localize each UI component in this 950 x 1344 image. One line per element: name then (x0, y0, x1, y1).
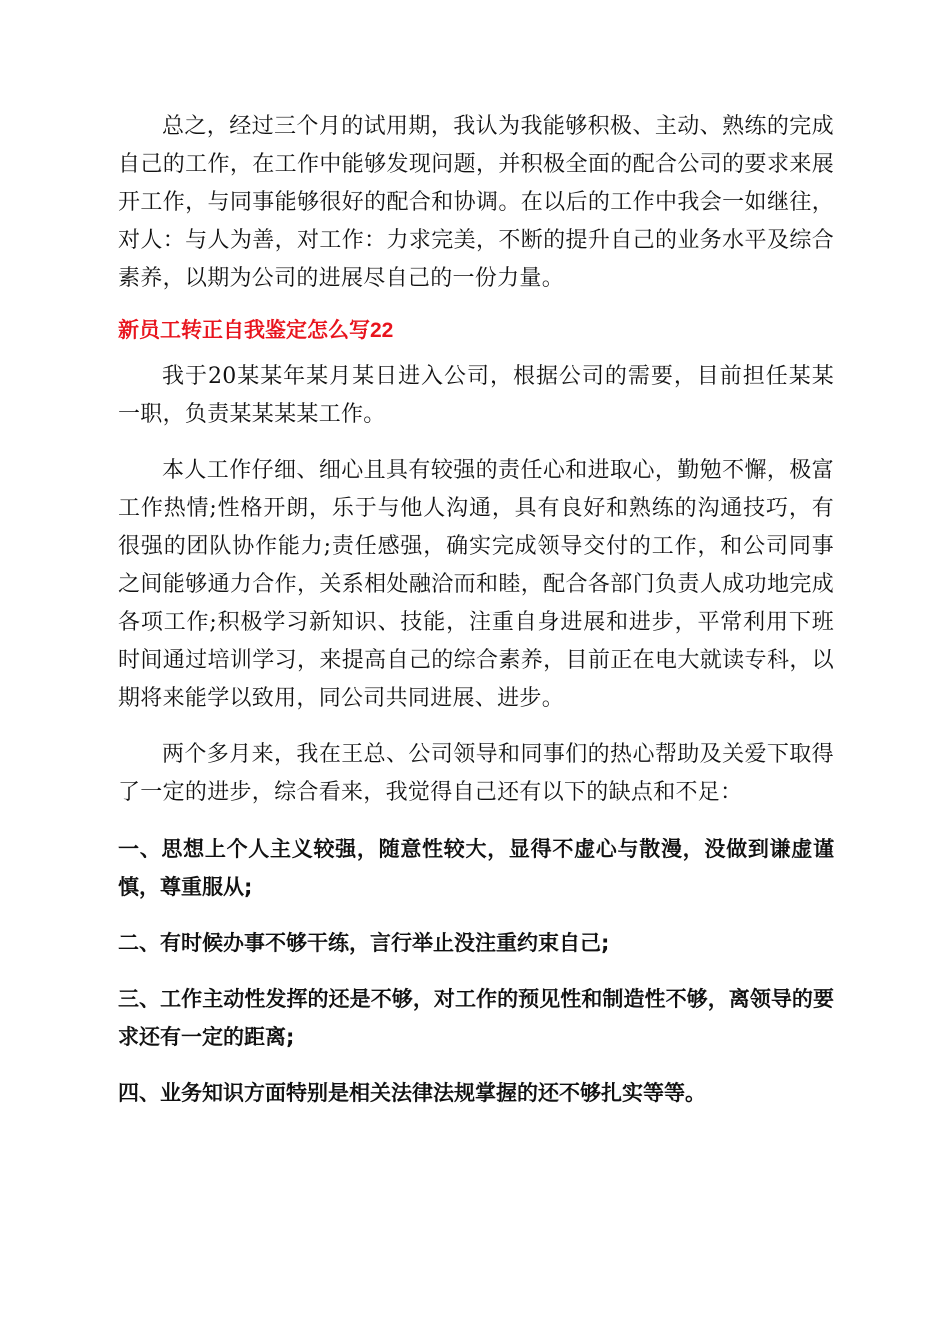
paragraph-strengths: 本人工作仔细、细心且具有较强的责任心和进取心，勤勉不懈，极富工作热情;性格开朗，乐于与他人沟通，具有良好和熟练的沟通技巧，有很强的团队协作能力;责任感强，确实完成领导交付的工作，和公司同事之间能够通力合作，关系相处融洽而和睦，配合各部门负责人成功地完成各项工作;积极学习新知识、技能，注重自身进展和进步，平常利用下班时间通过培训学习，来提高自己的综合素养，目前正在电大就读专科，以期将来能学以致用，同公司共同进展、进步。 (118, 458, 834, 711)
shortcoming-item-3: 三、工作主动性发挥的还是不够，对工作的预见性和制造性不够，离领导的要求还有一定的距离; (118, 987, 834, 1049)
document-page (118, 108, 834, 1130)
shortcoming-item-1: 一、思想上个人主义较强，随意性较大，显得不虚心与散漫，没做到谦虚谨慎，尊重服从; (118, 837, 834, 899)
paragraph-intro: 我于20某某年某月某日进入公司，根据公司的需要，目前担任某某一职，负责某某某某工作。 (118, 364, 834, 427)
paragraph-summary: 总之，经过三个月的试用期，我认为我能够积极、主动、熟练的完成自己的工作，在工作中能够发现问题，并积极全面的配合公司的要求来展开工作，与同事能够很好的配合和协调。在以后的工作中我会一如继往，对人：与人为善，对工作：力求完美，不断的提升自己的业务水平及综合素养，以期为公司的进展尽自己的一份力量。 (118, 114, 834, 291)
shortcoming-item-2: 二、有时候办事不够干练，言行举止没注重约束自己; (118, 931, 610, 955)
section-heading: 新员工转正自我鉴定怎么写22 (118, 319, 394, 342)
shortcoming-item-4: 四、业务知识方面特别是相关法律法规掌握的还不够扎实等等。 (118, 1081, 706, 1105)
paragraph-shortcomings-intro: 两个多月来，我在王总、公司领导和同事们的热心帮助及关爱下取得了一定的进步，综合看来，我觉得自己还有以下的缺点和不足： (118, 742, 834, 805)
